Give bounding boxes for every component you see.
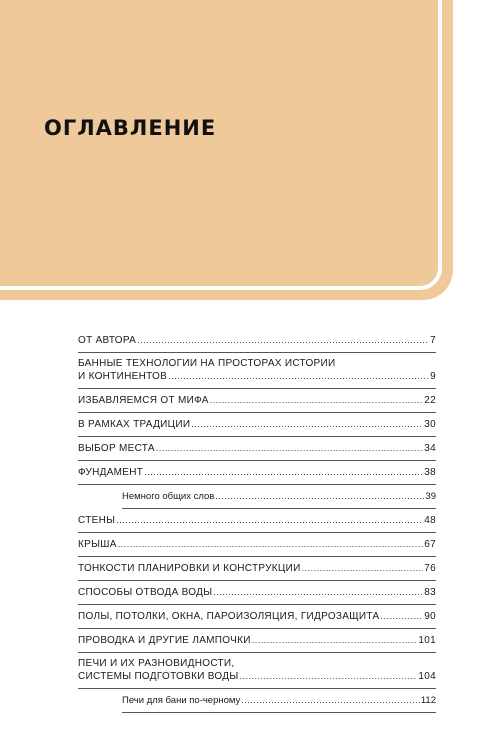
toc-entry-line (78, 334, 436, 347)
divider (78, 460, 436, 461)
dot-leader (241, 694, 420, 706)
toc-entry (78, 418, 436, 431)
toc-page-number: 112 (420, 695, 436, 706)
toc-entry (78, 514, 436, 527)
toc-entry (78, 538, 436, 551)
dot-leader (380, 610, 423, 622)
divider (78, 556, 436, 557)
page-title: ОГЛАВЛЕНИЕ (44, 116, 217, 140)
toc-page-number: 101 (418, 635, 436, 646)
toc-page-number: 76 (424, 563, 436, 574)
divider (78, 628, 436, 629)
dot-leader (137, 334, 429, 346)
toc-subentry (78, 694, 436, 707)
toc-entry (78, 658, 436, 683)
divider (78, 436, 436, 437)
toc-entry-title: КРЫША (78, 539, 117, 550)
divider (122, 712, 436, 713)
dot-leader (118, 538, 424, 550)
toc-entry-title: Печи для бани по-черному (122, 695, 241, 706)
dot-leader (302, 562, 424, 574)
toc-entry-line (78, 466, 436, 479)
toc-entry (78, 358, 436, 383)
divider (78, 352, 436, 353)
toc-entry-line (78, 358, 436, 370)
toc-page-number: 34 (424, 443, 436, 454)
toc-entry (78, 586, 436, 599)
toc-entry-line (78, 610, 436, 623)
toc-entry-line (78, 634, 436, 647)
dot-leader (116, 514, 423, 526)
toc-entry-title: ПОЛЫ, ПОТОЛКИ, ОКНА, ПАРОИЗОЛЯЦИЯ, ГИДРОЗАЩИТА (78, 611, 380, 622)
toc-page-number: 83 (424, 587, 436, 598)
toc-entry (78, 466, 436, 479)
toc-page-number: 67 (424, 539, 436, 550)
toc-entry-title: СТЕНЫ (78, 515, 116, 526)
toc-entry-line (78, 538, 436, 551)
toc-entry (78, 334, 436, 347)
toc-entry-line (122, 490, 436, 503)
divider (78, 580, 436, 581)
divider (78, 652, 436, 653)
toc-entry-title: ОТ АВТОРА (78, 335, 137, 346)
toc-entry (78, 562, 436, 575)
toc-page-number: 104 (418, 671, 436, 682)
toc-entry-title: ПЕЧИ И ИХ РАЗНОВИДНОСТИ, (78, 658, 235, 669)
toc-entry-title: В РАМКАХ ТРАДИЦИИ (78, 419, 191, 430)
toc-page-number: 90 (424, 611, 436, 622)
toc-entry (78, 610, 436, 623)
dot-leader (144, 466, 423, 478)
toc-page-number: 48 (424, 515, 436, 526)
toc-entry-line (78, 586, 436, 599)
toc-entry (78, 394, 436, 407)
divider (78, 604, 436, 605)
header-border (0, 0, 442, 290)
toc-entry-line (78, 562, 436, 575)
divider (78, 532, 436, 533)
toc-entry (78, 634, 436, 647)
header-block (0, 0, 453, 300)
toc-entry-title: ВЫБОР МЕСТА (78, 443, 155, 454)
toc-page-number: 30 (424, 419, 436, 430)
toc-entry-line (78, 370, 436, 383)
toc-entry-line (78, 658, 436, 670)
toc-page-number: 22 (424, 395, 436, 406)
toc-entry-title: ПРОВОДКА И ДРУГИЕ ЛАМПОЧКИ (78, 635, 251, 646)
toc-entry-line (78, 418, 436, 431)
table-of-contents (78, 334, 436, 718)
dot-leader (240, 670, 418, 682)
toc-entry-line (78, 394, 436, 407)
toc-entry-line (78, 670, 436, 683)
toc-entry-line (78, 442, 436, 455)
toc-page-number: 38 (424, 467, 436, 478)
toc-entry-title: ФУНДАМЕНТ (78, 467, 144, 478)
divider (78, 688, 436, 689)
toc-entry-line (122, 694, 436, 707)
toc-entry-title: И КОНТИНЕНТОВ (78, 371, 168, 382)
dot-leader (168, 370, 429, 382)
dot-leader (213, 586, 423, 598)
divider (78, 388, 436, 389)
dot-leader (156, 442, 423, 454)
toc-entry-title: СПОСОБЫ ОТВОДА ВОДЫ (78, 587, 213, 598)
toc-entry-title: ИЗБАВЛЯЕМСЯ ОТ МИФА (78, 395, 209, 406)
toc-page-number: 39 (425, 491, 436, 502)
toc-entry-line (78, 514, 436, 527)
toc-subentry (78, 490, 436, 503)
divider (78, 484, 436, 485)
toc-entry-title: Немного общих слов (122, 491, 215, 502)
toc-entry-title: ТОНКОСТИ ПЛАНИРОВКИ И КОНСТРУКЦИИ (78, 563, 301, 574)
toc-entry (78, 442, 436, 455)
toc-entry-title: СИСТЕМЫ ПОДГОТОВКИ ВОДЫ (78, 671, 239, 682)
divider (122, 508, 436, 509)
dot-leader (252, 634, 418, 646)
toc-page-number: 9 (430, 371, 436, 382)
toc-page-number: 7 (430, 335, 436, 346)
toc-entry-title: БАННЫЕ ТЕХНОЛОГИИ НА ПРОСТОРАХ ИСТОРИИ (78, 358, 336, 369)
dot-leader (215, 490, 424, 502)
divider (78, 412, 436, 413)
dot-leader (210, 394, 424, 406)
dot-leader (191, 418, 423, 430)
